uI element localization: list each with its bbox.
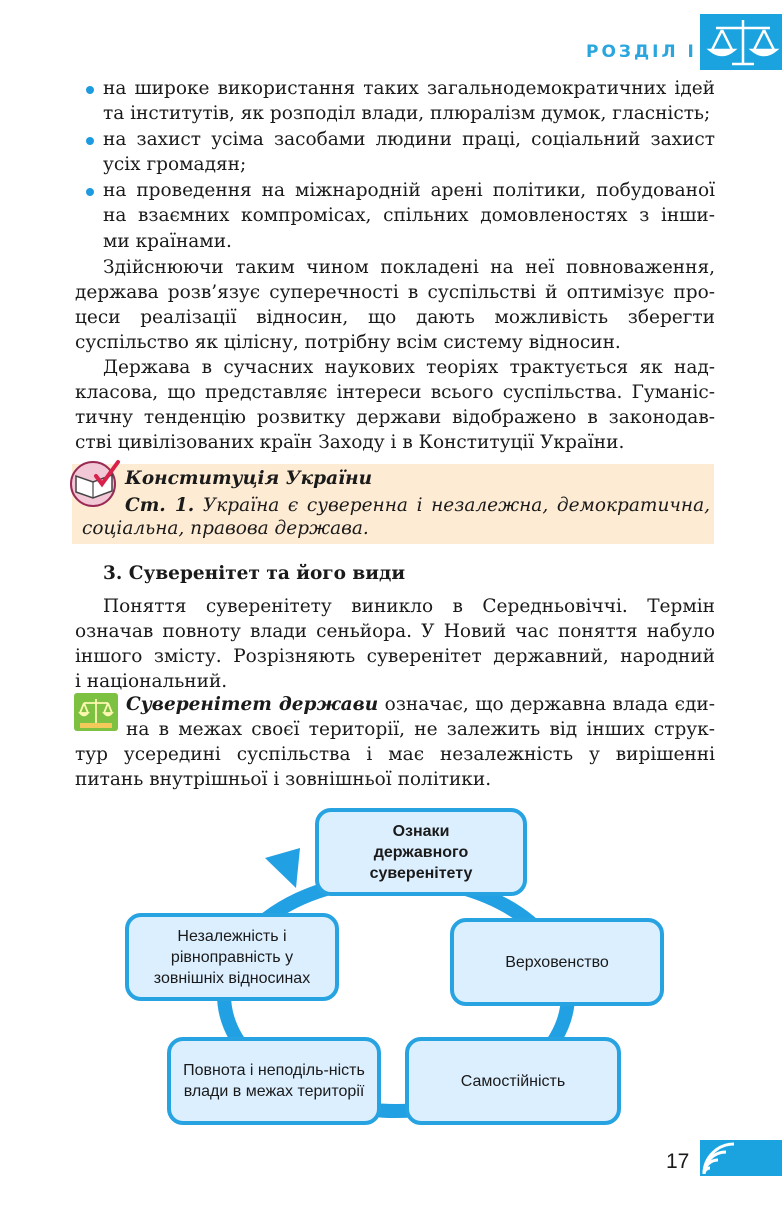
section-label: РОЗДІЛ І xyxy=(586,42,697,62)
paragraph-line: Поняття суверенітету виникло в Середньовіччі. Термін xyxy=(103,596,715,617)
paragraph-line: Держава в сучасних наукових теоріях трактується як над- xyxy=(103,357,715,378)
diagram-center-node: Ознаки державного суверенітету xyxy=(315,808,527,896)
diagram-node-independence: Самостійність xyxy=(405,1037,621,1125)
bullet-line: та інститутів, як розподіл влади, плюралізм думок, гласність; xyxy=(103,103,711,124)
diagram-node-completeness: Повнота і неподіль-ність влади в межах території xyxy=(167,1037,381,1125)
definition-text: означає, що державна влада єди- xyxy=(378,694,715,715)
paragraph-line: стві цивілізованих країн Заходу і в Конституції України. xyxy=(75,432,625,453)
definition-term: Суверенітет держави xyxy=(126,694,379,715)
paragraph-line: суспільство як цілісну, потрібну всім систему відносин. xyxy=(75,332,621,353)
definition-line: питань внутрішньої і зовнішньої політики. xyxy=(75,769,492,790)
definition-line: на в межах своєї території, не залежить від інших струк- xyxy=(126,719,715,740)
page-number: 17 xyxy=(666,1150,690,1173)
section-title: 3. Суверенітет та його види xyxy=(103,563,406,584)
paragraph-line: означав повноту влади сеньйора. У Новий час поняття набуло xyxy=(75,621,715,642)
paragraph-line: класова, що представляє інтереси всього суспільства. Гуманіс- xyxy=(75,382,715,403)
bullet-line: на проведення на міжнародній арені політики, побудованої xyxy=(103,180,715,201)
constitution-title: Конституція України xyxy=(125,468,373,489)
bullet-line: на захист усіма засобами людини праці, соціальний захист xyxy=(103,129,715,150)
bullet-line: ми країнами. xyxy=(103,231,232,252)
paragraph-line: держава розв’язує суперечності в суспільстві й оптимізує про- xyxy=(75,282,715,303)
bullet-line: на взаємних компромісах, спільних домовленостях з інши- xyxy=(103,205,715,226)
paragraph-line: і національний. xyxy=(75,671,228,692)
paragraph-line: цеси реалізації відносин, що дають можливість зберегти xyxy=(75,307,715,328)
article-number: Ст. 1. xyxy=(125,495,195,516)
paragraph-line: Здійснюючи таким чином покладені на неї повноваження, xyxy=(103,257,715,278)
bullet-line: на широке використання таких загальнодемократичних ідей xyxy=(103,78,715,99)
corner-wave-icon xyxy=(700,1140,782,1176)
article-text: Україна є суверенна і незалежна, демократична, xyxy=(194,495,710,516)
definition-line: тур усередині суспільства і має незалежність у вирішенні xyxy=(75,744,715,765)
paragraph-line: іншого змісту. Розрізняють суверенітет державний, народний xyxy=(75,646,715,667)
constitution-article-line: соціальна, правова держава. xyxy=(82,518,369,539)
paragraph-line: тичну тенденцію розвитку держави відображено в законодав- xyxy=(75,407,715,428)
diagram-node-external: Незалежність і рівноправність у зовнішніх відносинах xyxy=(125,913,339,1001)
diagram-node-supremacy: Верховенство xyxy=(450,918,664,1006)
bullet-line: усіх громадян; xyxy=(103,154,247,175)
cycle-arrow-icon xyxy=(265,848,300,888)
